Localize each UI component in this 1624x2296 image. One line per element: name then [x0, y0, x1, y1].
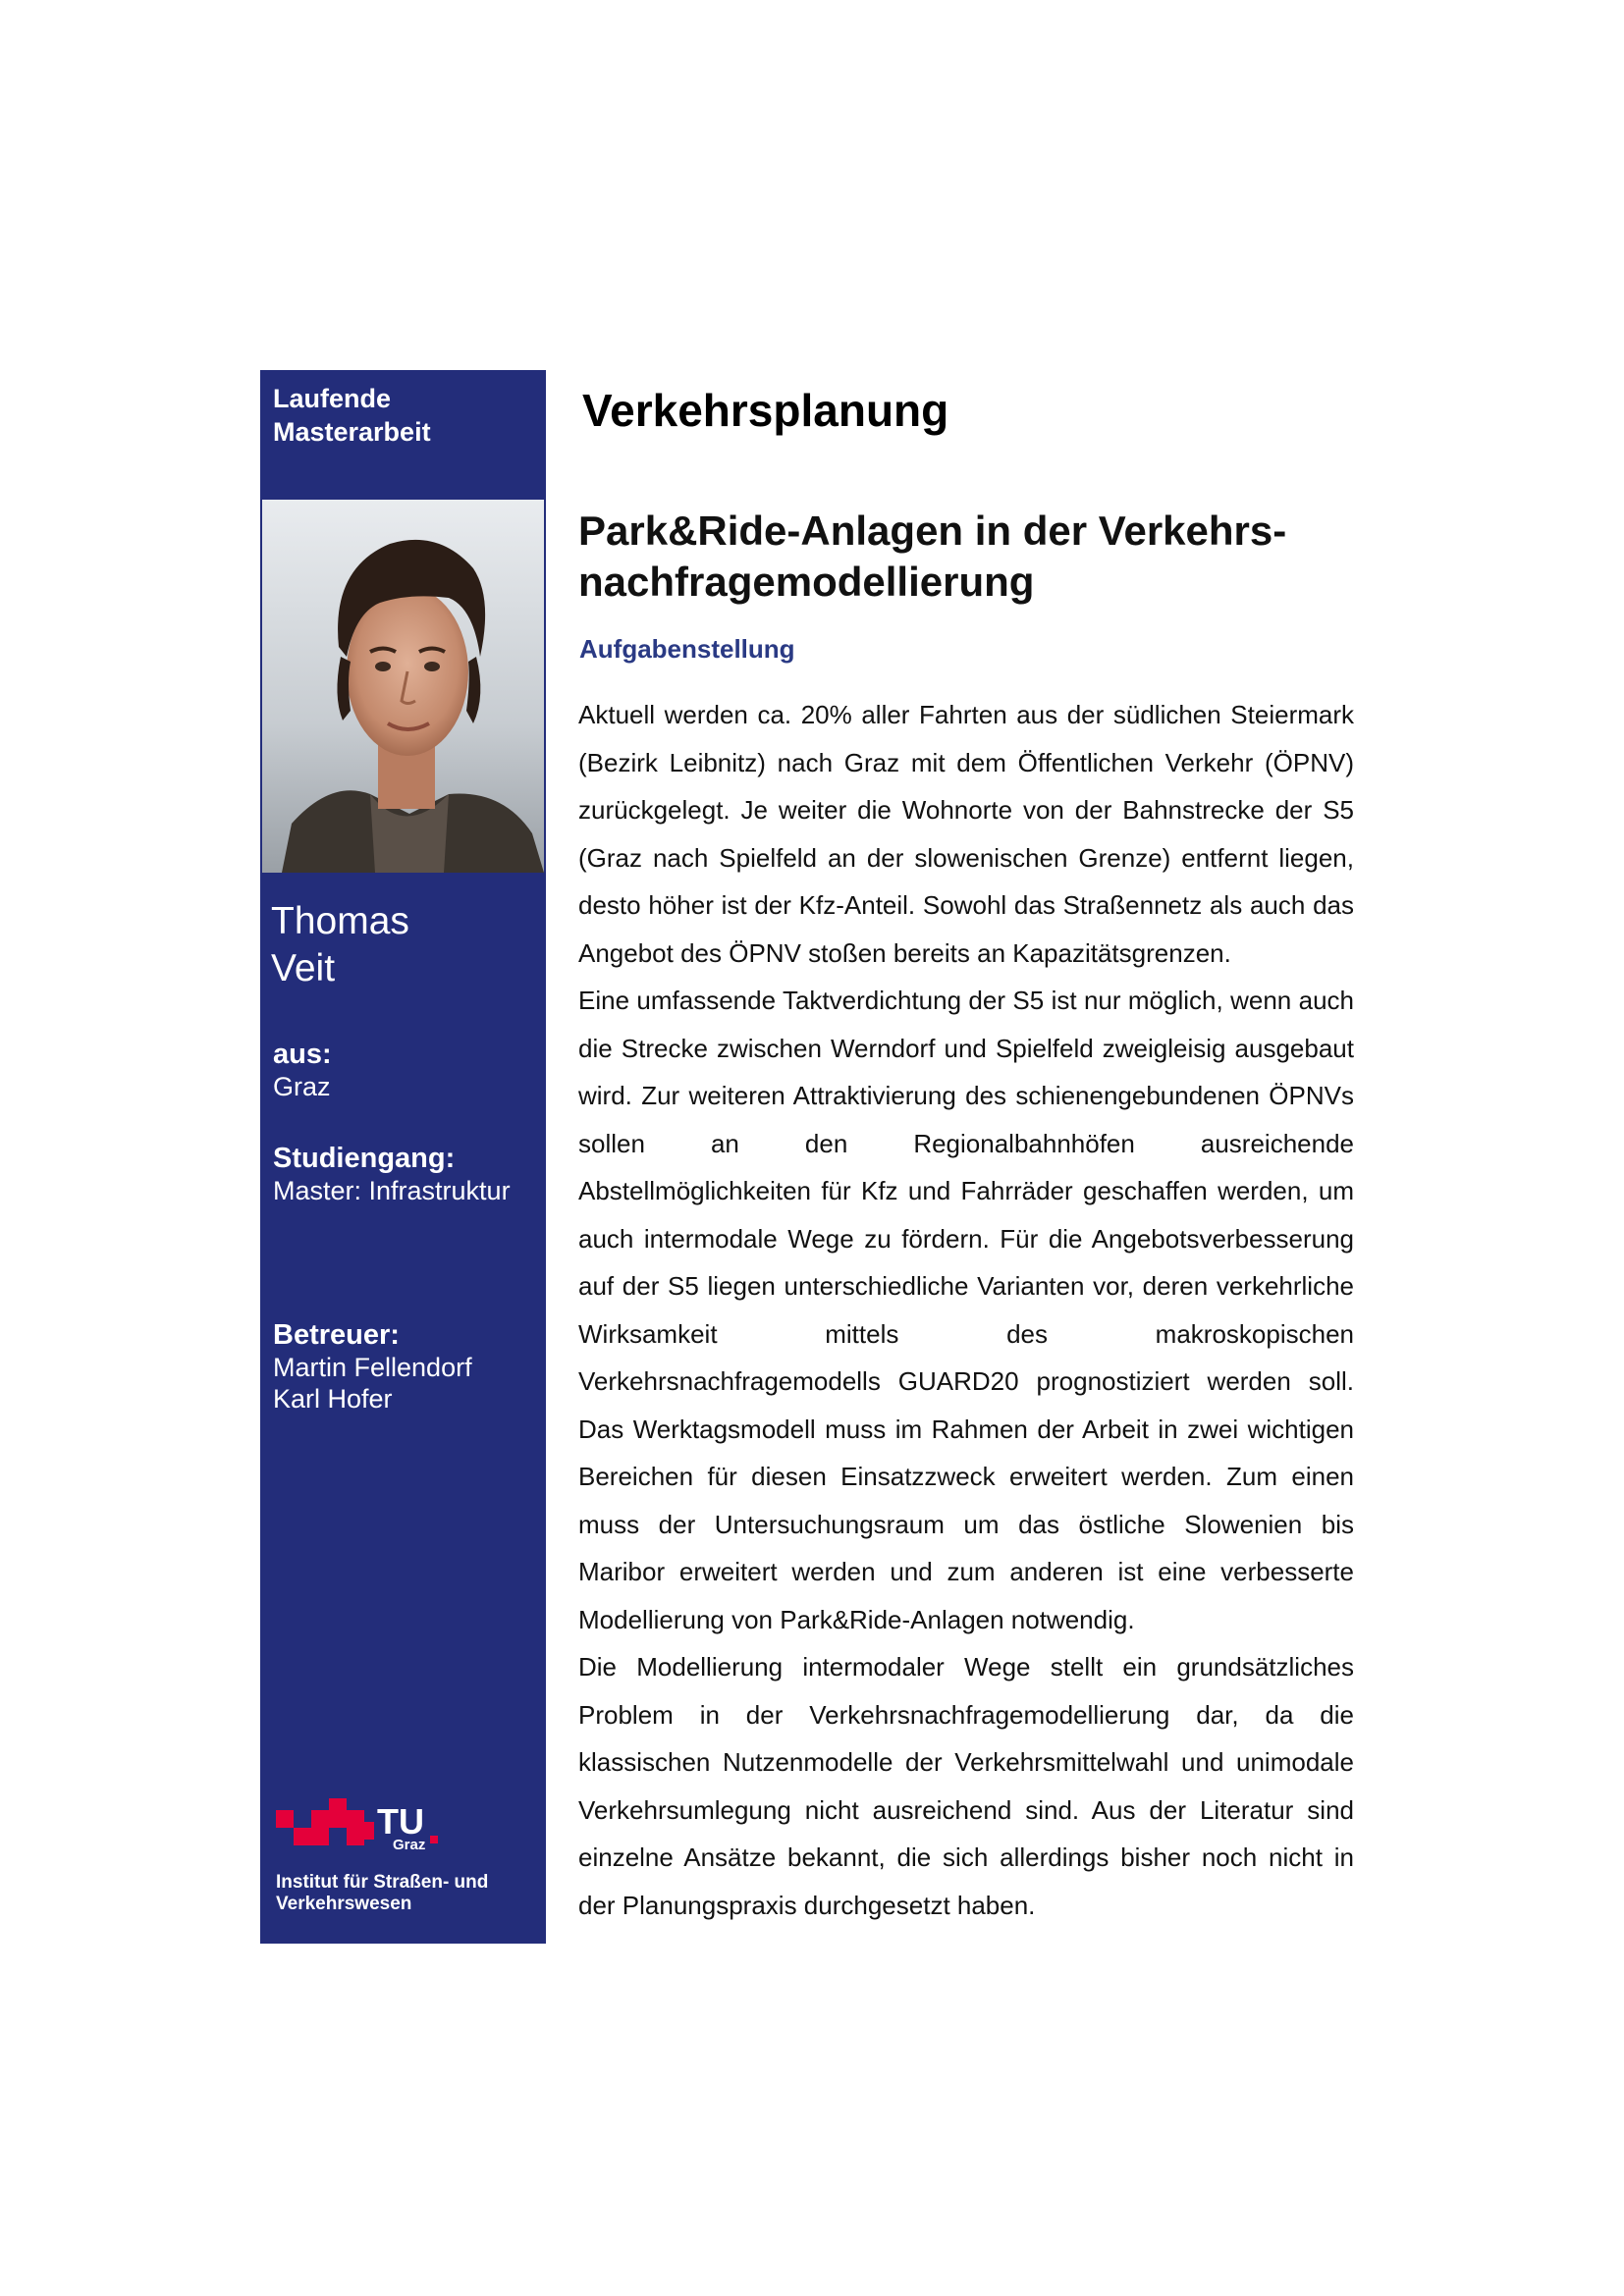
supervisor-name-1: Martin Fellendorf: [273, 1353, 472, 1382]
thesis-title: [578, 506, 1354, 608]
institute-name: [276, 1872, 488, 1915]
thesis-status-heading: [273, 382, 431, 449]
student-first-name: Thomas: [271, 900, 409, 942]
paragraph: Die Modellierung intermodaler Wege stellt ein grundsätzliches Problem in der Verkehrsnachfragemodellierung dar, da die klassischen Nutzenmodelle der Verkehrsmittelwahl und unimodale Verkehrsumlegung nicht ausreichend sind. Aus der Literatur sind einzelne Ansätze bekannt, die sich allerdings bisher noch nicht in der Planungspraxis durchgesetzt haben.: [578, 1652, 1354, 1920]
thesis-status-line-1: Laufende: [273, 384, 392, 413]
tu-graz-logo: [276, 1798, 443, 1857]
logo-graz-text: Graz: [393, 1837, 426, 1853]
logo-tu-text: TU: [377, 1801, 424, 1842]
program-value: Master: Infrastruktur: [273, 1176, 511, 1205]
origin-label: aus:: [273, 1039, 332, 1070]
sidebar: [260, 370, 546, 1944]
thesis-title-line-1: Park&Ride-Anlagen in der Verkehrs-: [578, 507, 1287, 554]
paragraph: Eine umfassende Taktverdichtung der S5 ist nur möglich, wenn auch die Strecke zwischen Werndorf und Spielfeld zweigleisig ausgebaut wird. Zur weiteren Attraktivierung des schienengebundenen ÖPNVs sollen an den Regionalbahnhöfen ausreichende Abstellmöglichkeiten für Kfz und Fahrräder geschaffen werden, um auch intermodale Wege zu fördern. Für die Angebotsverbesserung auf der S5 liegen unterschiedliche Varianten vor, deren verkehrliche Wirksamkeit mittels des makroskopischen Verkehrsnachfragemodells GUARD20 prognostiziert werden soll. Das Werktagsmodell muss im Rahmen der Arbeit in zwei wichtigen Bereichen für diesen Einsatzzweck erweitert werden. Zum einen muss der Untersuchungsraum um das östliche Slowenien bis Maribor erweitert werden und zum anderen ist eine verbesserte Modellierung von Park&Ride-Anlagen notwendig.: [578, 986, 1354, 1634]
task-description: [578, 691, 1354, 1929]
thesis-status-line-2: Masterarbeit: [273, 417, 431, 447]
origin-value: Graz: [273, 1072, 331, 1101]
institute-line-2: Verkehrswesen: [276, 1894, 412, 1914]
thesis-title-line-2: nachfragemodellierung: [578, 559, 1035, 605]
institute-line-1: Institut für Straßen- und: [276, 1872, 489, 1893]
supervisor-label: Betreuer:: [273, 1319, 400, 1351]
program-label: Studiengang:: [273, 1143, 456, 1174]
student-photo: [262, 500, 544, 873]
paragraph: Aktuell werden ca. 20% aller Fahrten aus der südlichen Steiermark (Bezirk Leibnitz) nach Graz mit dem Öffentlichen Verkehr (ÖPNV) zurückgelegt. Je weiter die Wohnorte von der Bahnstrecke der S5 (Graz nach Spielfeld an der slowenischen Grenze) entfernt liegen, desto höher ist der Kfz-Anteil. Sowohl das Straßennetz als auch das Angebot des ÖPNV stoßen bereits an Kapazitätsgrenzen.: [578, 700, 1354, 968]
section-heading: Aufgabenstellung: [579, 634, 795, 664]
student-name: [271, 898, 409, 992]
supervisor-name-2: Karl Hofer: [273, 1384, 393, 1414]
department-title: Verkehrsplanung: [582, 385, 949, 436]
student-last-name: Veit: [271, 947, 336, 989]
